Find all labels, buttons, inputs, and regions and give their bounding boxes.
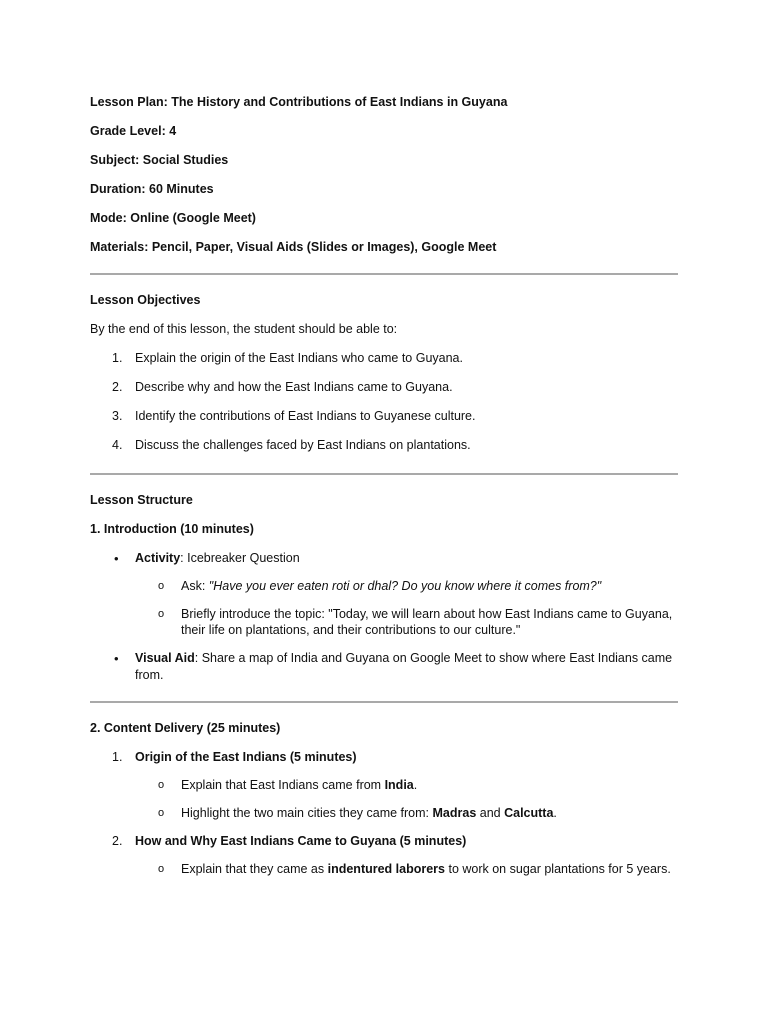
content-delivery-list (90, 749, 678, 877)
list-number: 4. (112, 437, 123, 452)
section-divider (90, 273, 678, 275)
lesson-title: Lesson Plan: The History and Contributions of East Indians in Guyana (90, 95, 508, 109)
laborers-pre: Explain that they came as (181, 861, 328, 876)
bullet-icon: • (114, 550, 119, 566)
period: . (553, 805, 557, 820)
sub-bullet-icon: o (158, 778, 165, 791)
duration: Duration: 60 Minutes (90, 182, 214, 196)
list-item (90, 861, 678, 878)
list-item-text: Discuss the challenges faced by East Indians on plantations. (135, 437, 471, 452)
ask-question: "Have you ever eaten roti or dhal? Do you know where it comes from?" (208, 578, 602, 593)
list-item (90, 650, 678, 684)
cities-text: Highlight the two main cities they came from: (181, 805, 433, 820)
list-item (90, 777, 678, 794)
list-number: 2. (112, 833, 123, 848)
list-item (90, 379, 678, 408)
how-why-heading: How and Why East Indians Came to Guyana (5 minutes) (135, 833, 467, 848)
activity-label: Activity (135, 550, 181, 565)
grade-level: Grade Level: 4 (90, 124, 177, 138)
activity-sublist (90, 578, 678, 640)
laborers-post: to work on sugar plantations for 5 years. (445, 861, 671, 876)
structure-heading: Lesson Structure (90, 492, 193, 507)
india-text: India (384, 777, 414, 792)
sub-bullet-icon: o (158, 806, 165, 819)
activity-text: : Icebreaker Question (180, 550, 300, 565)
section-divider (90, 473, 678, 475)
origin-heading: Origin of the East Indians (5 minutes) (135, 750, 357, 764)
sub-bullet-icon: o (158, 579, 165, 592)
briefly-text: Briefly introduce the topic: "Today, we will learn about how East Indians came to Guyana, their life on plantations, and their contributions to our culture." (181, 606, 673, 638)
list-item (90, 437, 678, 454)
list-item (90, 350, 678, 379)
and-text: and (476, 805, 505, 820)
objectives-intro: By the end of this lesson, the student should be able to: (90, 321, 398, 336)
subject: Subject: Social Studies (90, 153, 229, 167)
document-page (90, 94, 678, 888)
how-why-sublist (90, 861, 678, 878)
objectives-heading: Lesson Objectives (90, 292, 201, 307)
origin-text: Explain that East Indians came from (181, 777, 385, 792)
period: . (413, 777, 418, 792)
ask-prefix: Ask: (181, 578, 209, 593)
visual-aid-text: : Share a map of India and Guyana on Google Meet to show where East Indians came from. (135, 651, 673, 683)
sub-bullet-icon: o (158, 862, 165, 875)
visual-aid-label: Visual Aid (135, 651, 195, 666)
introduction-list (90, 550, 678, 684)
section-divider (90, 701, 678, 703)
list-item (90, 606, 678, 640)
origin-sublist (90, 777, 678, 822)
list-number: 1. (112, 750, 123, 764)
list-item (90, 833, 678, 878)
list-item (90, 578, 678, 595)
objectives-list (90, 350, 678, 454)
sub-bullet-icon: o (158, 607, 165, 620)
list-number: 1. (112, 350, 123, 365)
content-delivery-heading: 2. Content Delivery (25 minutes) (90, 721, 281, 735)
list-item (90, 805, 678, 822)
list-item (90, 550, 678, 640)
madras-text: Madras (432, 805, 477, 820)
list-number: 3. (112, 408, 123, 423)
list-number: 2. (112, 379, 123, 394)
calcutta-text: Calcutta (504, 805, 554, 820)
list-item-text: Explain the origin of the East Indians who came to Guyana. (135, 350, 463, 365)
list-item (90, 749, 678, 822)
list-item-text: Describe why and how the East Indians came to Guyana. (135, 379, 453, 394)
introduction-heading: 1. Introduction (10 minutes) (90, 521, 254, 536)
materials: Materials: Pencil, Paper, Visual Aids (Slides or Images), Google Meet (90, 240, 497, 254)
list-item-text: Identify the contributions of East Indians to Guyanese culture. (135, 408, 476, 423)
mode: Mode: Online (Google Meet) (90, 211, 256, 225)
indentured-text: indentured laborers (327, 861, 445, 876)
list-item (90, 408, 678, 437)
bullet-icon: • (114, 651, 119, 667)
